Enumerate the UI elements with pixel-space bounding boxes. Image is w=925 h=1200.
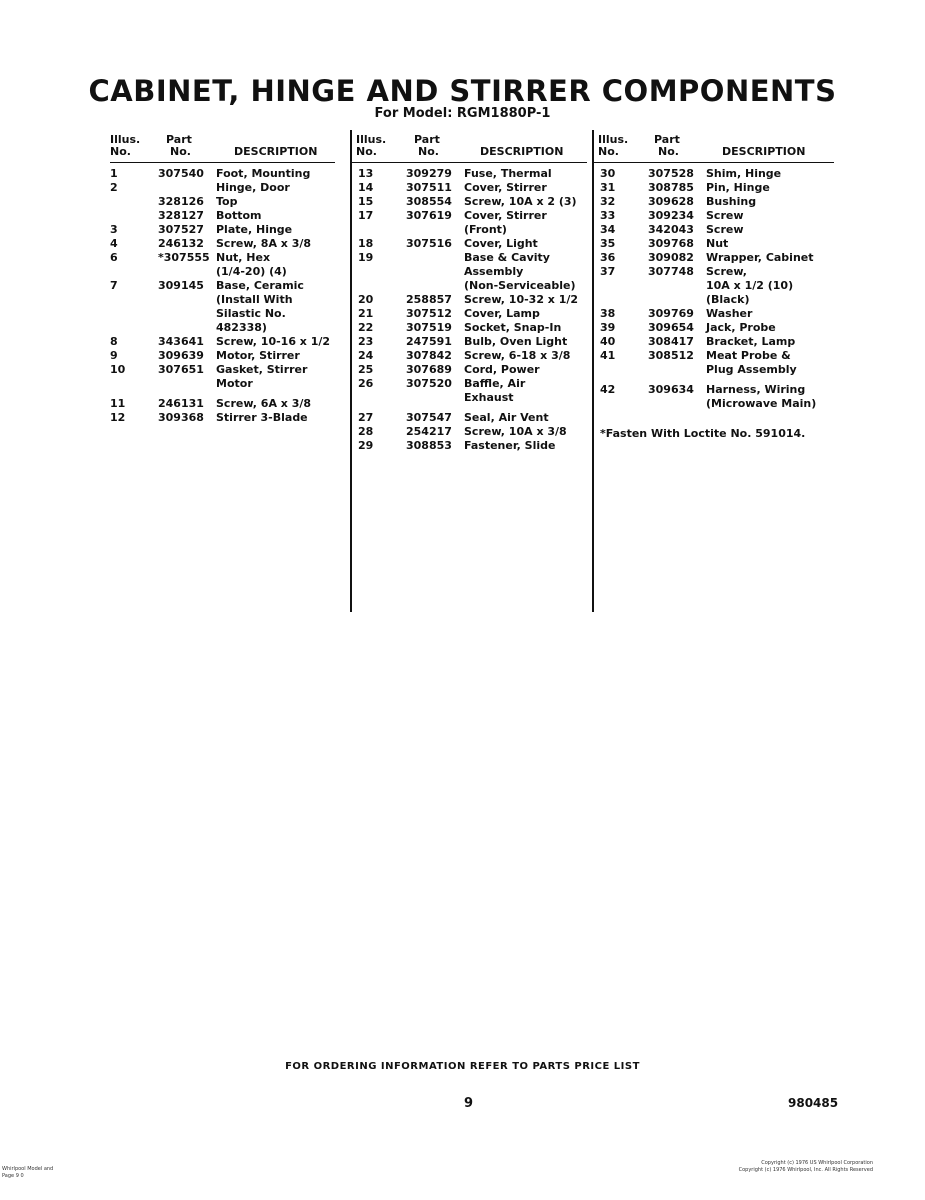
part-row — [358, 195, 587, 209]
part-description — [216, 279, 335, 335]
illus-header-line1: Illus. — [356, 133, 387, 146]
part-description — [216, 209, 335, 223]
part-number: 307651 — [158, 363, 204, 376]
description-line: Base, Ceramic — [216, 279, 304, 292]
part-description — [706, 307, 834, 321]
part-description — [706, 335, 834, 349]
illus-number: 7 — [110, 279, 118, 292]
description-line: Bottom — [216, 209, 262, 222]
part-row — [600, 223, 834, 237]
part-description — [706, 321, 834, 335]
part-number: 307547 — [406, 411, 452, 424]
description-line: Bushing — [706, 195, 757, 208]
part-number: 309368 — [158, 411, 204, 424]
illus-number: 39 — [600, 321, 616, 334]
part-row — [600, 265, 834, 307]
description-line: Screw, 10-16 x 1/2 — [216, 335, 331, 348]
illus-number: 28 — [358, 425, 374, 438]
illus-header-line2: No. — [598, 145, 619, 158]
description-line: (Install With — [216, 293, 293, 306]
part-number: 307511 — [406, 181, 452, 194]
description-line: Cover, Stirrer — [464, 209, 547, 222]
part-row — [358, 251, 587, 293]
part-row — [358, 377, 587, 405]
part-description — [464, 335, 587, 349]
part-number: 309768 — [648, 237, 694, 250]
part-number: 309082 — [648, 251, 694, 264]
part-row — [110, 195, 335, 209]
part-number: 307540 — [158, 167, 204, 180]
part-description — [216, 411, 335, 425]
part-description — [216, 251, 335, 279]
illus-number: 26 — [358, 377, 374, 390]
part-row — [358, 209, 587, 237]
description-line: (Front) — [464, 223, 507, 236]
page-number: 9 — [464, 1096, 474, 1111]
part-number: 308853 — [406, 439, 452, 452]
part-description — [464, 167, 587, 181]
part-description — [464, 363, 587, 377]
illus-number: 2 — [110, 181, 118, 194]
description-line: Screw — [706, 223, 744, 236]
part-row — [110, 181, 335, 195]
part-number: 258857 — [406, 293, 452, 306]
description-line: Baffle, Air — [464, 377, 526, 390]
part-number: 309654 — [648, 321, 694, 334]
illus-number: 6 — [110, 251, 118, 264]
part-number: 307516 — [406, 237, 452, 250]
part-description — [216, 237, 335, 251]
illus-number: 22 — [358, 321, 374, 334]
description-line: Top — [216, 195, 238, 208]
part-header-line1: Part — [166, 133, 192, 146]
description-line: Base & Cavity — [464, 251, 550, 264]
illus-number: 29 — [358, 439, 374, 452]
part-row — [110, 363, 335, 391]
description-line: Screw, 6A x 3/8 — [216, 397, 312, 410]
description-line: Plate, Hinge — [216, 223, 293, 236]
part-description — [216, 167, 335, 181]
part-row — [358, 321, 587, 335]
part-description — [706, 383, 834, 411]
part-header-line1: Part — [414, 133, 440, 146]
part-description — [464, 425, 587, 439]
part-description — [216, 195, 335, 209]
illus-number: 35 — [600, 237, 616, 250]
part-description — [464, 411, 587, 425]
illus-number: 17 — [358, 209, 374, 222]
part-description — [216, 335, 335, 349]
part-description — [216, 223, 335, 237]
description-line: Silastic No. 482338) — [216, 307, 286, 334]
part-number: 309234 — [648, 209, 694, 222]
illus-number: 10 — [110, 363, 126, 376]
illus-number: 30 — [600, 167, 616, 180]
description-line: Bulb, Oven Light — [464, 335, 568, 348]
part-number: 309145 — [158, 279, 204, 292]
description-line: Washer — [706, 307, 753, 320]
footnote: *Fasten With Loctite No. 591014. — [600, 427, 806, 440]
part-row — [358, 181, 587, 195]
part-number: 307520 — [406, 377, 452, 390]
part-row — [600, 321, 834, 335]
parts-list — [594, 167, 834, 411]
part-row — [110, 411, 335, 425]
illus-number: 20 — [358, 293, 374, 306]
copyright-notice — [739, 1160, 873, 1174]
part-description — [464, 321, 587, 335]
part-number: *307555 — [158, 251, 210, 264]
description-line: Screw, 10-32 x 1/2 — [464, 293, 579, 306]
part-header-line2: No. — [658, 145, 679, 158]
part-row — [600, 181, 834, 195]
part-description — [706, 223, 834, 237]
small-print-left — [2, 1166, 53, 1180]
copyright-line: Copyright (c) 1976 US Whirlpool Corporation — [761, 1160, 873, 1166]
part-number: 309628 — [648, 195, 694, 208]
part-description — [464, 195, 587, 209]
illus-number: 24 — [358, 349, 374, 362]
illus-number: 14 — [358, 181, 374, 194]
part-description — [464, 377, 587, 405]
description-header: DESCRIPTION — [480, 145, 564, 158]
part-row — [110, 397, 335, 411]
part-row — [600, 383, 834, 411]
part-row — [358, 293, 587, 307]
illus-header-line2: No. — [356, 145, 377, 158]
parts-list — [110, 167, 335, 425]
part-row — [600, 209, 834, 223]
description-line: Stirrer 3-Blade — [216, 411, 308, 424]
description-line: Screw, 8A x 3/8 — [216, 237, 312, 250]
illus-number: 13 — [358, 167, 374, 180]
part-row — [110, 237, 335, 251]
illus-number: 37 — [600, 265, 616, 278]
illus-number: 9 — [110, 349, 118, 362]
illus-number: 3 — [110, 223, 118, 236]
part-number — [406, 251, 464, 293]
small-print-line: Whirlpool Model and — [2, 1166, 54, 1172]
part-description — [216, 181, 335, 195]
part-description — [706, 349, 834, 377]
description-line: Cover, Light — [464, 237, 538, 250]
description-line: Cover, Stirrer — [464, 181, 547, 194]
description-line: Harness, Wiring — [706, 383, 806, 396]
column-header — [110, 130, 335, 163]
part-description — [216, 349, 335, 363]
page-title: CABINET, HINGE AND STIRRER COMPONENTS — [88, 74, 837, 108]
part-number: 328127 — [158, 209, 204, 222]
part-number: 309279 — [406, 167, 452, 180]
description-line: Motor, Stirrer — [216, 349, 300, 362]
illus-number: 41 — [600, 349, 616, 362]
part-row — [600, 251, 834, 265]
part-header-line2: No. — [418, 145, 439, 158]
illus-number: 4 — [110, 237, 118, 250]
part-row — [110, 335, 335, 349]
part-row — [110, 251, 335, 279]
parts-list — [352, 167, 587, 453]
column-header — [594, 130, 834, 163]
part-row — [358, 439, 587, 453]
part-number: 307528 — [648, 167, 694, 180]
part-description — [464, 181, 587, 195]
illus-number: 8 — [110, 335, 118, 348]
part-number: 307512 — [406, 307, 452, 320]
document-number: 980485 — [788, 1096, 839, 1110]
description-line: Assembly — [464, 265, 524, 278]
part-description — [464, 293, 587, 307]
illus-number: 36 — [600, 251, 616, 264]
part-description — [464, 209, 587, 237]
part-row — [600, 335, 834, 349]
part-description — [464, 307, 587, 321]
description-line: Bracket, Lamp — [706, 335, 796, 348]
part-description — [464, 349, 587, 363]
part-row — [600, 237, 834, 251]
description-line: (Non-Serviceable) — [464, 279, 576, 292]
copyright-line: Copyright (c) 1976 Whirlpool, Inc. All Rights Reserved — [738, 1167, 873, 1173]
part-number: 247591 — [406, 335, 452, 348]
part-number: 343641 — [158, 335, 204, 348]
part-header-line2: No. — [170, 145, 191, 158]
part-row — [110, 167, 335, 181]
illus-number: 19 — [358, 251, 374, 264]
description-line: Shim, Hinge — [706, 167, 782, 180]
part-number: 308554 — [406, 195, 452, 208]
part-description — [706, 167, 834, 181]
small-print-line: Page 9 0 — [2, 1173, 24, 1179]
description-line: Exhaust — [464, 391, 514, 404]
part-row — [110, 209, 335, 223]
description-line: Pin, Hinge — [706, 181, 770, 194]
illus-number: 23 — [358, 335, 374, 348]
part-number: 307527 — [158, 223, 204, 236]
parts-column-2 — [350, 130, 587, 612]
part-description — [464, 237, 587, 251]
description-line: Hinge, Door — [216, 181, 290, 194]
part-number: 307619 — [406, 209, 452, 222]
illus-number: 32 — [600, 195, 616, 208]
description-line: (1/4-20) (4) — [216, 265, 287, 278]
part-number — [158, 181, 216, 195]
part-description — [464, 439, 587, 453]
illus-number: 40 — [600, 335, 616, 348]
ordering-note: FOR ORDERING INFORMATION REFER TO PARTS PRICE LIST — [285, 1061, 640, 1072]
part-row — [358, 307, 587, 321]
part-description — [706, 195, 834, 209]
description-line: (Black) — [706, 293, 750, 306]
part-row — [110, 279, 335, 335]
part-number: 342043 — [648, 223, 694, 236]
part-number: 309769 — [648, 307, 694, 320]
part-row — [358, 167, 587, 181]
illus-number: 15 — [358, 195, 374, 208]
description-line: Plug Assembly — [706, 363, 797, 376]
description-line: Screw, 6-18 x 3/8 — [464, 349, 571, 362]
part-number: 307748 — [648, 265, 694, 278]
illus-number: 25 — [358, 363, 374, 376]
illus-number: 42 — [600, 383, 616, 396]
part-description — [216, 363, 335, 391]
part-number: 307842 — [406, 349, 452, 362]
illus-number — [110, 195, 158, 209]
part-row — [110, 223, 335, 237]
part-number: 308417 — [648, 335, 694, 348]
part-row — [600, 167, 834, 181]
illus-number: 1 — [110, 167, 118, 180]
part-row — [600, 349, 834, 377]
column-header — [352, 130, 587, 163]
part-number: 309639 — [158, 349, 204, 362]
part-row — [358, 425, 587, 439]
illus-number: 33 — [600, 209, 616, 222]
part-description — [706, 251, 834, 265]
description-line: Fastener, Slide — [464, 439, 556, 452]
illus-number: 21 — [358, 307, 374, 320]
part-row — [358, 411, 587, 425]
description-line: Seal, Air Vent — [464, 411, 549, 424]
description-line: (Microwave Main) — [706, 397, 817, 410]
illus-number: 18 — [358, 237, 374, 250]
model-subtitle: For Model: RGM1880P-1 — [374, 106, 551, 121]
part-number: 246131 — [158, 397, 204, 410]
description-line: Fuse, Thermal — [464, 167, 552, 180]
description-line: Cover, Lamp — [464, 307, 540, 320]
description-line: Wrapper, Cabinet — [706, 251, 814, 264]
part-row — [358, 363, 587, 377]
part-row — [600, 307, 834, 321]
illus-header-line2: No. — [110, 145, 131, 158]
part-description — [706, 265, 834, 307]
description-line: Screw, — [706, 265, 747, 278]
part-number: 308785 — [648, 181, 694, 194]
description-line: Nut, Hex — [216, 251, 271, 264]
part-number: 254217 — [406, 425, 452, 438]
part-number: 309634 — [648, 383, 694, 396]
description-line: Motor — [216, 377, 253, 390]
illus-number: 12 — [110, 411, 126, 424]
part-description — [706, 237, 834, 251]
illus-number — [110, 209, 158, 223]
description-line: Meat Probe & — [706, 349, 791, 362]
description-header: DESCRIPTION — [722, 145, 806, 158]
description-header: DESCRIPTION — [234, 145, 318, 158]
parts-column-3 — [592, 130, 834, 612]
description-line: Jack, Probe — [706, 321, 776, 334]
part-row — [110, 349, 335, 363]
part-description — [706, 181, 834, 195]
description-line: 10A x 1/2 (10) — [706, 279, 794, 292]
description-line: Socket, Snap-In — [464, 321, 562, 334]
description-line: Screw, 10A x 3/8 — [464, 425, 567, 438]
part-description — [216, 397, 335, 411]
description-line: Foot, Mounting — [216, 167, 311, 180]
description-line: Screw — [706, 209, 744, 222]
description-line: Gasket, Stirrer — [216, 363, 308, 376]
illus-number: 31 — [600, 181, 616, 194]
parts-column-1 — [110, 130, 335, 425]
illus-number: 38 — [600, 307, 616, 320]
part-row — [358, 335, 587, 349]
part-number: 308512 — [648, 349, 694, 362]
part-number: 307519 — [406, 321, 452, 334]
illus-number: 11 — [110, 397, 126, 410]
illus-header-line1: Illus. — [110, 133, 141, 146]
description-line: Cord, Power — [464, 363, 540, 376]
part-row — [358, 237, 587, 251]
part-description — [464, 251, 587, 293]
part-number: 246132 — [158, 237, 204, 250]
part-row — [600, 195, 834, 209]
illus-header-line1: Illus. — [598, 133, 629, 146]
description-line: Screw, 10A x 2 (3) — [464, 195, 577, 208]
part-number: 328126 — [158, 195, 204, 208]
part-number: 307689 — [406, 363, 452, 376]
illus-number: 34 — [600, 223, 616, 236]
part-description — [706, 209, 834, 223]
description-line: Nut — [706, 237, 729, 250]
part-row — [358, 349, 587, 363]
part-header-line1: Part — [654, 133, 680, 146]
illus-number: 27 — [358, 411, 374, 424]
